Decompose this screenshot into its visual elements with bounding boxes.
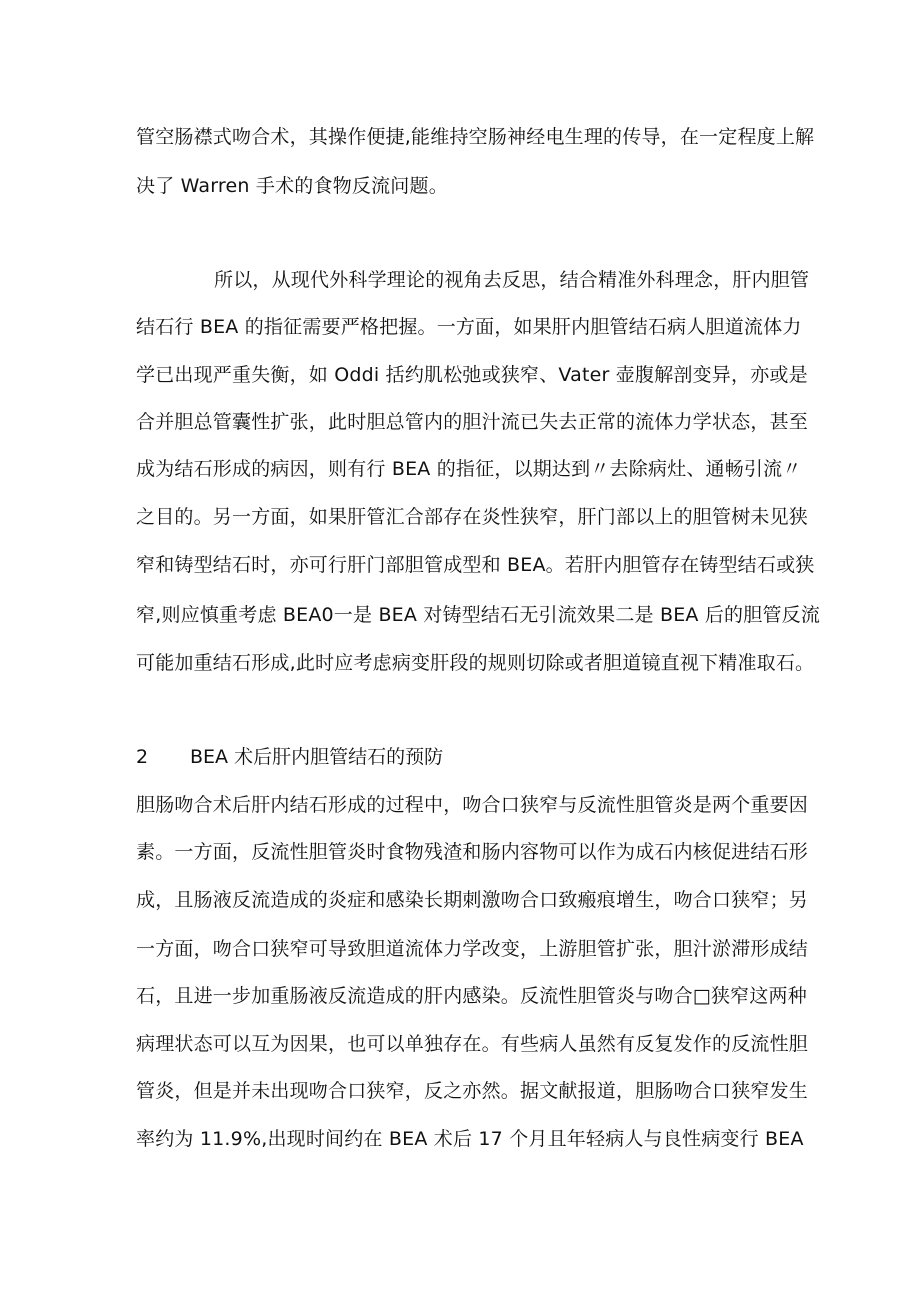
- text-line: 管炎，但是并未出现吻合口狭窄，反之亦然。据文献报道，胆肠吻合口狭窄发生: [136, 1080, 809, 1102]
- text-line: 合并胆总管囊性扩张，此时胆总管内的胆汁流已失去正常的流体力学状态，甚至: [136, 411, 809, 433]
- text-line: 成为结石形成的病因，则有行 BEA 的指征，以期达到〃去除病灶、通畅引流〃: [136, 458, 802, 480]
- text-line: 可能加重结石形成,此时应考虑病变肝段的规则切除或者胆道镜直视下精准取石。: [136, 652, 815, 674]
- text-line: 管空肠襟式吻合术，其操作便捷,能维持空肠神经电生理的传导，在一定程度上解: [136, 126, 815, 148]
- text-line: 一方面，吻合口狭窄可导致胆道流体力学改变，上游胆管扩张，胆汁淤滞形成结: [136, 938, 809, 960]
- text-line: 之目的。另一方面，如果肝管汇合部存在炎性狭窄，肝门部以上的胆管树未见狭: [136, 506, 809, 528]
- text-line: 决了 Warren 手术的食物反流问题。: [136, 175, 448, 197]
- text-line: 结石行 BEA 的指征需要严格把握。一方面，如果肝内胆管结石病人胆道流体力: [136, 316, 802, 338]
- text-line: 石，且进一步加重肠液反流造成的肝内感染。反流性胆管炎与吻合□狭窄这两种: [136, 985, 807, 1007]
- text-line: 窄和铸型结石时，亦可行肝门部胆管成型和 BEA。若肝内胆管存在铸型结石或狭: [136, 554, 815, 576]
- text-line: 病理状态可以互为因果，也可以单独存在。有些病人虽然有反复发作的反流性胆: [136, 1033, 809, 1055]
- text-line: 窄,则应慎重考虑 BEA0一是 BEA 对铸型结石无引流效果二是 BEA 后的胆管反流: [136, 604, 821, 626]
- text-line: 胆肠吻合术后肝内结石形成的过程中，吻合口狭窄与反流性胆管炎是两个重要因: [136, 794, 809, 816]
- text-line: 率约为 11.9%,出现时间约在 BEA 术后 17 个月且年轻病人与良性病变行 BEA: [136, 1128, 804, 1150]
- text-line: 成，且肠液反流造成的炎症和感染长期刺激吻合口致瘢痕增生，吻合口狭窄；另: [136, 889, 809, 911]
- text-line: 所以，从现代外科学理论的视角去反思，结合精准外科理念，肝内胆管: [214, 269, 810, 291]
- section-number: 2: [136, 746, 149, 768]
- text-line: 素。一方面，反流性胆管炎时食物残渣和肠内容物可以作为成石内核促进结石形: [136, 841, 809, 863]
- section-title: BEA 术后肝内胆管结石的预防: [190, 746, 444, 768]
- text-line: 学已出现严重失衡，如 Oddi 括约肌松弛或狭窄、Vater 壶腹解剖变异，亦或是: [136, 364, 808, 386]
